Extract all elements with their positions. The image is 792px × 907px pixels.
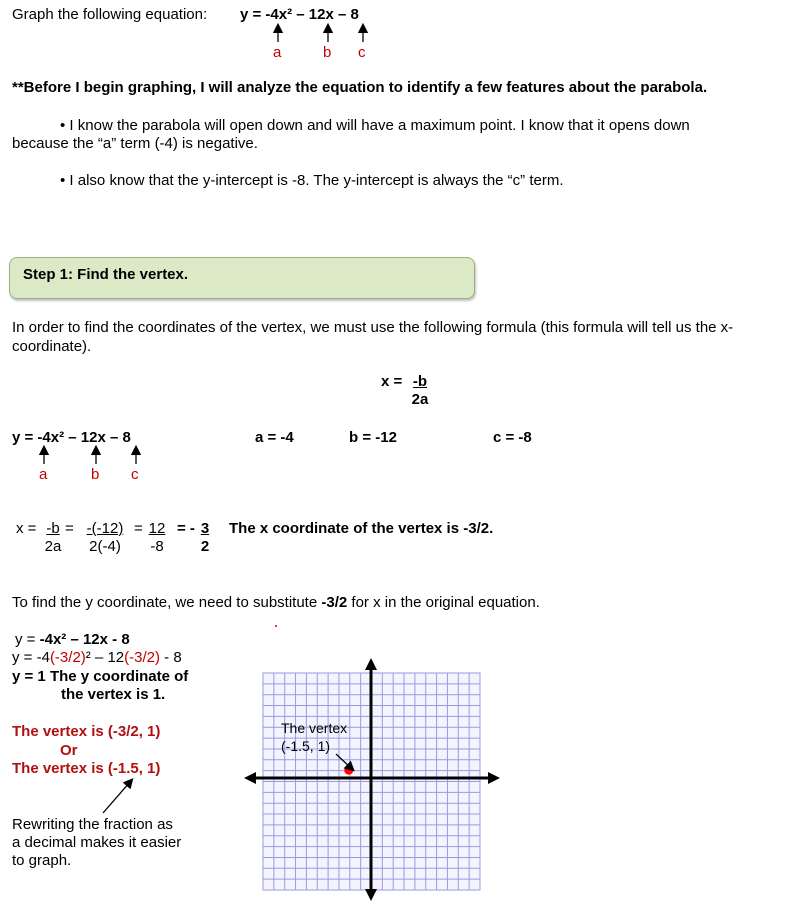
- y-line1-bold: -4x² – 12x - 8: [39, 631, 130, 648]
- x-calc-lhs: x =: [16, 520, 37, 537]
- analysis-heading: **Before I begin graphing, I will analyze the equation to identify a few features about the parabola.: [12, 79, 708, 96]
- y-intro-bold: -3/2: [321, 594, 348, 611]
- y-line2-b: (-3/2): [49, 649, 86, 666]
- formula-denominator: 2a: [411, 391, 429, 408]
- y-line1-pre: y =: [15, 631, 40, 648]
- x-calc-result: The x coordinate of the vertex is -3/2.: [229, 520, 494, 537]
- x-calc-eq-1: =: [65, 520, 74, 537]
- coeff-c: c = -8: [493, 429, 532, 446]
- coeff-label-c: c: [131, 466, 139, 483]
- x-calc-eq-3: = -: [177, 520, 195, 537]
- instruction-line-1: In order to find the coordinates of the vertex, we must use the following formula (this formula will tell us the x-: [12, 319, 734, 336]
- note-line-3: to graph.: [12, 852, 72, 869]
- bullet-1-line-2: because the “a” term (-4) is negative.: [12, 135, 258, 152]
- x-axis-arrow-left: [244, 772, 256, 784]
- y-line2-a: y = -4: [12, 649, 50, 666]
- x-calc-f2-num: -(-12): [86, 520, 124, 537]
- vertex-fraction: The vertex is (-3/2, 1): [12, 723, 161, 740]
- x-calc-f1-den: 2a: [44, 538, 62, 555]
- coeff-label-b: b: [91, 466, 100, 483]
- vertex-annotation-line-2: (-1.5, 1): [281, 738, 331, 754]
- instruction-line-2: coordinate).: [12, 338, 92, 355]
- vertex-decimal: The vertex is (-1.5, 1): [12, 760, 161, 777]
- x-calc-f4-num: 3: [200, 520, 210, 537]
- x-calc-f4-den: 2: [200, 538, 210, 555]
- coeff-a: a = -4: [255, 429, 294, 446]
- step-1-title: Step 1: Find the vertex.: [23, 266, 189, 283]
- x-calc-f3-den: -8: [150, 538, 164, 555]
- y-line2-e: - 8: [159, 649, 182, 666]
- note-line-1: Rewriting the fraction as: [12, 816, 173, 833]
- y-axis-arrow-up: [365, 658, 377, 670]
- bullet-1-line-1: • I know the parabola will open down and will have a maximum point. I know that it opens down: [60, 117, 690, 134]
- intro-equation: y = -4x² – 12x – 8: [240, 6, 359, 23]
- y-calc-line-3: y = 1 The y coordinate of: [12, 668, 189, 685]
- bullet-2: • I also know that the y-intercept is -8. The y-intercept is always the “c” term.: [60, 172, 564, 189]
- vertex-or: Or: [60, 742, 78, 759]
- coeff-b: b = -12: [349, 429, 397, 446]
- x-axis-arrow-right: [488, 772, 500, 784]
- x-calc-f3-num: 12: [148, 520, 166, 537]
- x-calc-f1-num: -b: [46, 520, 60, 537]
- y-line2-d: (-3/2): [124, 649, 160, 666]
- label-c: c: [358, 44, 366, 61]
- y-line2-c: ² – 12: [85, 649, 125, 666]
- label-b: b: [323, 44, 332, 61]
- coeff-equation: y = -4x² – 12x – 8: [12, 429, 131, 446]
- formula-numerator: -b: [412, 373, 428, 390]
- y-intro-post: for x in the original equation.: [347, 594, 540, 611]
- label-a: a: [273, 44, 282, 61]
- y-axis-arrow-down: [365, 889, 377, 901]
- y-intro-pre: To find the y coordinate, we need to substitute: [12, 594, 322, 611]
- note-line-2: a decimal makes it easier: [12, 834, 182, 851]
- x-calc-eq-2: =: [134, 520, 143, 537]
- y-calc-line-4: the vertex is 1.: [61, 686, 166, 703]
- vertex-point: [344, 766, 353, 775]
- coeff-label-a: a: [39, 466, 48, 483]
- formula-lhs: x =: [381, 373, 403, 390]
- graph-prompt: Graph the following equation:: [12, 6, 208, 23]
- vertex-annotation-line-1: The vertex: [281, 720, 348, 736]
- x-calc-f2-den: 2(-4): [89, 538, 121, 555]
